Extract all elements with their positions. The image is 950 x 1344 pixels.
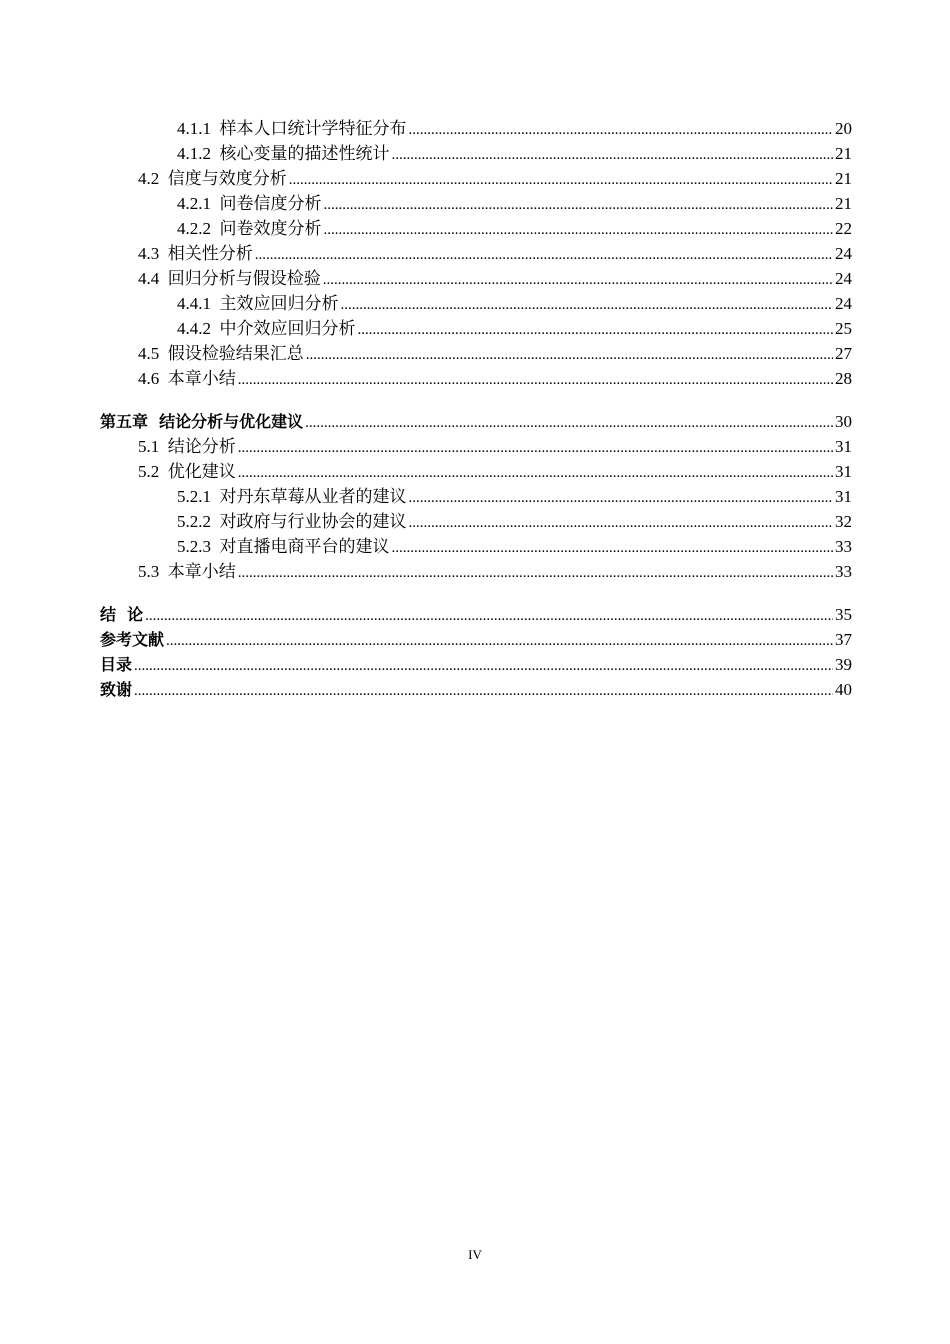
- toc-leader-dots: [134, 654, 833, 679]
- toc-entry[interactable]: [100, 459, 852, 484]
- toc-leader-dots: [409, 486, 834, 511]
- toc-entry-title: 4.5 假设检验结果汇总: [138, 344, 304, 363]
- toc-entry-page: 31: [835, 437, 852, 456]
- toc-entry[interactable]: [100, 366, 852, 391]
- toc-entry[interactable]: [100, 509, 852, 534]
- toc-entry-page: 21: [835, 144, 852, 163]
- toc-entry[interactable]: [100, 241, 852, 266]
- toc-leader-dots: [145, 604, 833, 629]
- toc-entry-title: 5.2 优化建议: [138, 462, 236, 481]
- toc-leader-dots: [238, 368, 833, 393]
- toc-entry-title: 结 论: [100, 605, 144, 624]
- toc-leader-dots: [134, 679, 833, 704]
- toc-entry[interactable]: [100, 341, 852, 366]
- toc-entry-page: 27: [835, 344, 852, 363]
- toc-leader-dots: [409, 118, 834, 143]
- toc-entry-title: 4.1.1 样本人口统计学特征分布: [177, 119, 407, 138]
- toc-entry-title: 5.2.2 对政府与行业协会的建议: [177, 512, 407, 531]
- toc-entry-page: 33: [835, 537, 852, 556]
- toc-entry-title: 5.2.3 对直播电商平台的建议: [177, 537, 390, 556]
- toc-entry-page: 31: [835, 462, 852, 481]
- toc-entry-title: 4.2.1 问卷信度分析: [177, 194, 322, 213]
- toc-entry-title: 参考文献: [100, 630, 165, 649]
- toc-leader-dots: [255, 243, 833, 268]
- toc-leader-dots: [238, 561, 833, 586]
- toc-entry[interactable]: [100, 559, 852, 584]
- toc-entry-page: 21: [835, 194, 852, 213]
- toc-entry-page: 25: [835, 319, 852, 338]
- toc-leader-dots: [306, 343, 833, 368]
- toc-chapter-entry[interactable]: [100, 677, 852, 702]
- toc-entry-title: 5.2.1 对丹东草莓从业者的建议: [177, 487, 407, 506]
- toc-entry-page: 35: [835, 605, 852, 624]
- toc-leader-dots: [305, 411, 833, 436]
- toc-entry-page: 20: [835, 119, 852, 138]
- toc-chapter-entry[interactable]: [100, 652, 852, 677]
- toc-entry-page: 30: [835, 412, 852, 431]
- toc-entry-title: 4.4.1 主效应回归分析: [177, 294, 339, 313]
- toc-entry-page: 22: [835, 219, 852, 238]
- toc-entry-page: 40: [835, 680, 852, 699]
- toc-entry[interactable]: [100, 191, 852, 216]
- toc-entry[interactable]: [100, 166, 852, 191]
- toc-entry-title: 4.6 本章小结: [138, 369, 236, 388]
- toc-entry-title: 4.2 信度与效度分析: [138, 169, 287, 188]
- toc-chapter-entry[interactable]: [100, 627, 852, 652]
- toc-entry-title: 致谢: [100, 680, 133, 699]
- toc-entry-title: 5.3 本章小结: [138, 562, 236, 581]
- toc-leader-dots: [392, 536, 834, 561]
- toc-leader-dots: [166, 629, 833, 654]
- toc-leader-dots: [409, 511, 834, 536]
- toc-entry-page: 24: [835, 294, 852, 313]
- toc-entry[interactable]: [100, 316, 852, 341]
- page-number-footer: IV: [468, 1247, 482, 1262]
- toc-entry[interactable]: [100, 534, 852, 559]
- toc-leader-dots: [289, 168, 833, 193]
- toc-entry-page: 24: [835, 269, 852, 288]
- toc-leader-dots: [324, 193, 834, 218]
- toc-entry[interactable]: [100, 434, 852, 459]
- toc-entry-title: 4.1.2 核心变量的描述性统计: [177, 144, 390, 163]
- toc-chapter-entry[interactable]: [100, 602, 852, 627]
- toc-entry-page: 37: [835, 630, 852, 649]
- toc-entry-page: 31: [835, 487, 852, 506]
- toc-entry-page: 28: [835, 369, 852, 388]
- toc-entry-title: 5.1 结论分析: [138, 437, 236, 456]
- toc-entry[interactable]: [100, 116, 852, 141]
- toc-entry-page: 33: [835, 562, 852, 581]
- toc-entry[interactable]: [100, 266, 852, 291]
- toc-entry-title: 4.4.2 中介效应回归分析: [177, 319, 356, 338]
- toc-entry-page: 24: [835, 244, 852, 263]
- toc-leader-dots: [324, 218, 834, 243]
- toc-leader-dots: [238, 461, 833, 486]
- toc-chapter-entry[interactable]: [100, 409, 852, 434]
- toc-entry-page: 32: [835, 512, 852, 531]
- toc-entry-page: 39: [835, 655, 852, 674]
- toc-entry[interactable]: [100, 216, 852, 241]
- toc-leader-dots: [358, 318, 834, 343]
- toc-entry[interactable]: [100, 291, 852, 316]
- toc-entry-title: 4.4 回归分析与假设检验: [138, 269, 321, 288]
- toc-entry[interactable]: [100, 141, 852, 166]
- toc-entry-title: 4.3 相关性分析: [138, 244, 253, 263]
- toc-leader-dots: [238, 436, 833, 461]
- toc-entry-page: 21: [835, 169, 852, 188]
- toc-leader-dots: [323, 268, 833, 293]
- table-of-contents: [100, 116, 852, 702]
- toc-entry-title: 第五章 结论分析与优化建议: [100, 412, 304, 431]
- toc-entry-title: 4.2.2 问卷效度分析: [177, 219, 322, 238]
- toc-leader-dots: [392, 143, 834, 168]
- toc-entry-title: 目录: [100, 655, 133, 674]
- toc-leader-dots: [341, 293, 834, 318]
- toc-entry[interactable]: [100, 484, 852, 509]
